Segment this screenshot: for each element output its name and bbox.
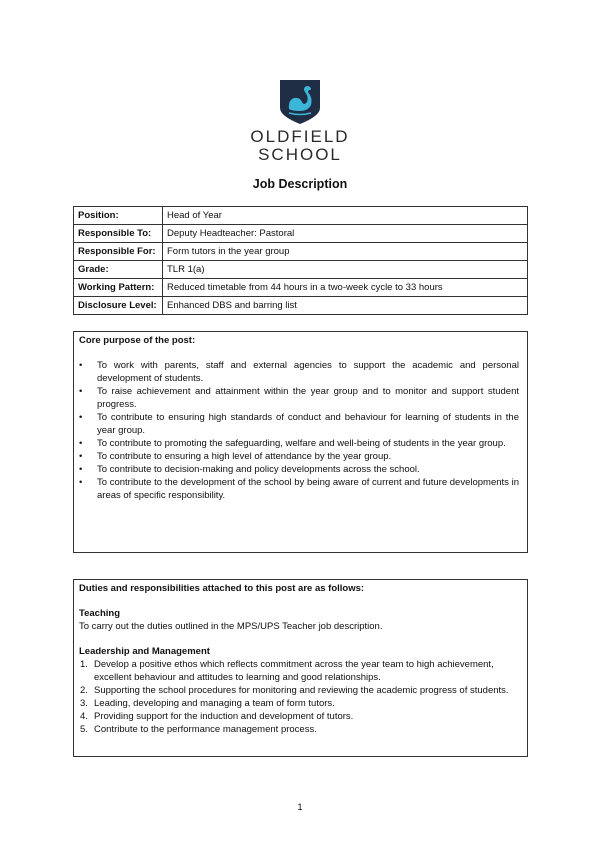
teaching-heading: Teaching bbox=[79, 608, 120, 619]
row-value: Enhanced DBS and barring list bbox=[163, 297, 528, 315]
item-text: Contribute to the performance management process. bbox=[94, 724, 317, 735]
swan-icon bbox=[280, 80, 320, 124]
school-logo bbox=[280, 80, 320, 124]
item-number: 3. bbox=[80, 698, 88, 709]
item-text: Supporting the school procedures for monitoring and reviewing the academic progress of students. bbox=[94, 685, 509, 696]
school-name-line1: OLDFIELD bbox=[250, 127, 350, 146]
item-text: Leading, developing and managing a team of form tutors. bbox=[94, 698, 335, 709]
list-item: • To contribute to the development of the school by being aware of current and future developments in areas of specific responsibility. bbox=[94, 476, 519, 502]
core-purpose-list bbox=[74, 359, 527, 502]
row-label: Responsible To: bbox=[74, 225, 163, 243]
row-value: Head of Year bbox=[163, 207, 528, 225]
list-item: • To work with parents, staff and external agencies to support the academic and personal development of students. bbox=[94, 359, 519, 385]
page-number: 1 bbox=[297, 802, 303, 813]
leadership-heading: Leadership and Management bbox=[79, 646, 210, 657]
core-purpose-heading: Core purpose of the post: bbox=[79, 335, 196, 346]
list-item: • To contribute to ensuring high standards of conduct and behaviour for learning of students in the year group. bbox=[94, 411, 519, 437]
leadership-list bbox=[74, 658, 527, 736]
item-number: 1. bbox=[80, 659, 88, 670]
table-row bbox=[74, 243, 528, 261]
row-value: TLR 1(a) bbox=[163, 261, 528, 279]
table-row bbox=[74, 279, 528, 297]
list-item bbox=[80, 684, 519, 697]
list-item: • To contribute to ensuring a high level of attendance by the year group. bbox=[94, 450, 519, 463]
duties-box bbox=[73, 579, 528, 757]
item-number: 5. bbox=[80, 724, 88, 735]
item-text: Develop a positive ethos which reflects commitment across the year team to high achievement, excellent behaviour and attitudes to learning and good relationships. bbox=[94, 659, 494, 683]
table-row bbox=[74, 225, 528, 243]
row-label: Disclosure Level: bbox=[74, 297, 163, 315]
row-label: Position: bbox=[74, 207, 163, 225]
item-text: Providing support for the induction and development of tutors. bbox=[94, 711, 354, 722]
row-value: Form tutors in the year group bbox=[163, 243, 528, 261]
item-number: 2. bbox=[80, 685, 88, 696]
table-row bbox=[74, 297, 528, 315]
row-label: Responsible For: bbox=[74, 243, 163, 261]
list-item: • To contribute to promoting the safeguarding, welfare and well-being of students in the year group. bbox=[94, 437, 519, 450]
list-item bbox=[80, 710, 519, 723]
row-label: Grade: bbox=[74, 261, 163, 279]
school-name-line2: SCHOOL bbox=[258, 145, 342, 164]
item-number: 4. bbox=[80, 711, 88, 722]
table-row bbox=[74, 261, 528, 279]
document-title: Job Description bbox=[252, 177, 348, 191]
job-info-table bbox=[73, 206, 528, 315]
list-item: • To contribute to decision-making and policy developments across the school. bbox=[94, 463, 519, 476]
duties-heading: Duties and responsibilities attached to this post are as follows: bbox=[79, 583, 365, 594]
list-item: • To raise achievement and attainment within the year group and to monitor and support student progress. bbox=[94, 385, 519, 411]
teaching-text: To carry out the duties outlined in the MPS/UPS Teacher job description. bbox=[79, 621, 383, 632]
row-value: Deputy Headteacher: Pastoral bbox=[163, 225, 528, 243]
table-row bbox=[74, 207, 528, 225]
row-label: Working Pattern: bbox=[74, 279, 163, 297]
list-item bbox=[80, 697, 519, 710]
row-value: Reduced timetable from 44 hours in a two-week cycle to 33 hours bbox=[163, 279, 528, 297]
list-item bbox=[80, 723, 519, 736]
list-item bbox=[80, 658, 519, 684]
core-purpose-box bbox=[73, 331, 528, 553]
